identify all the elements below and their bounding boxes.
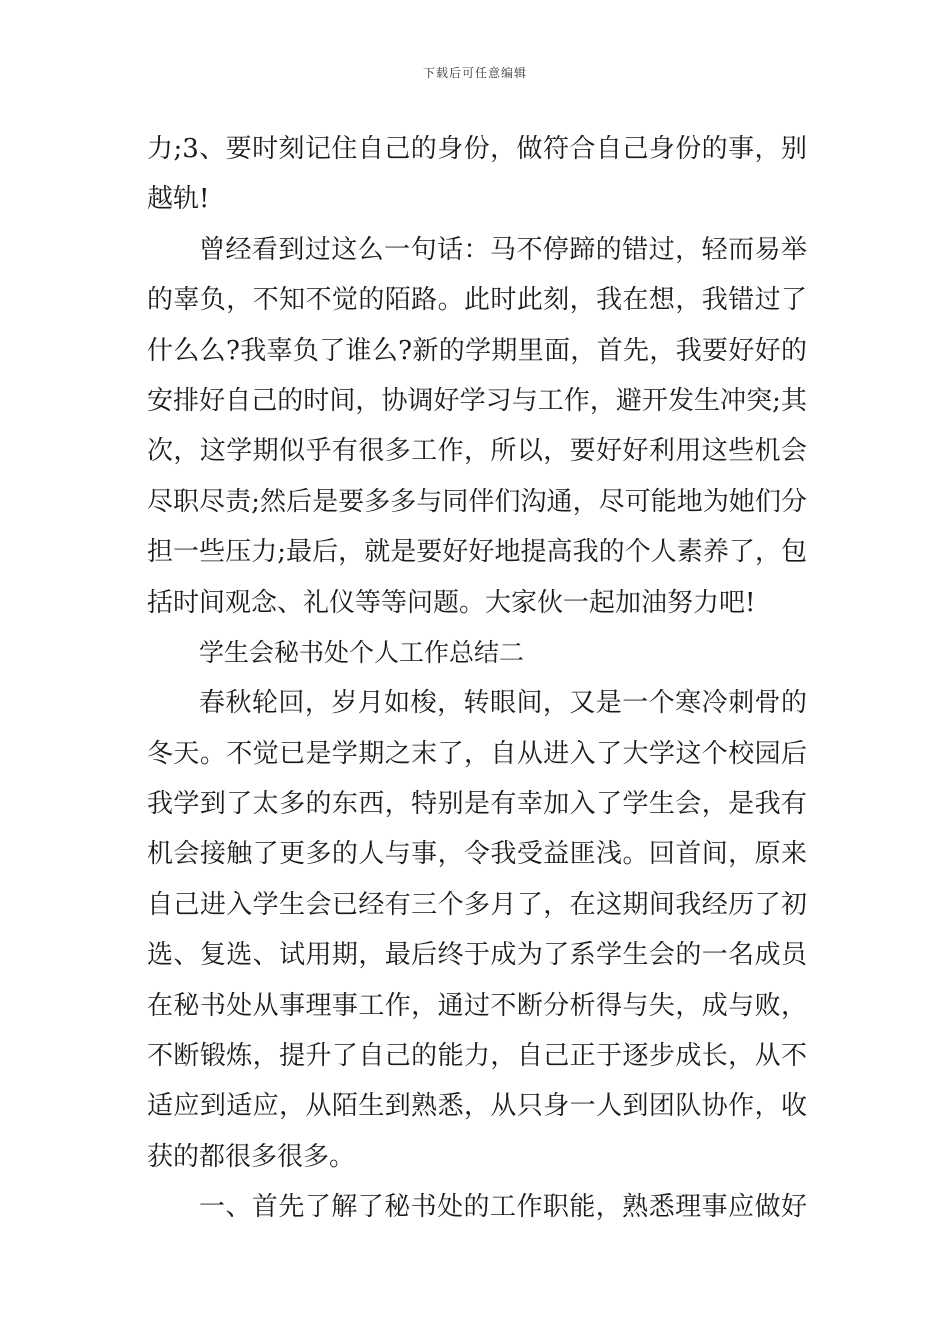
text-line: 次，这学期似乎有很多工作，所以，要好好利用这些机会 [147,436,807,467]
text-line: 我学到了太多的东西，特别是有幸加入了学生会，是我有 [147,789,807,820]
text-line: 冬天。不觉已是学期之末了，自从进入了大学这个校园后 [147,738,807,769]
text-line: 不断锻炼，提升了自己的能力，自己正于逐步成长，从不 [147,1041,807,1072]
text-line: 力;3、要时刻记住自己的身份，做符合自己身份的事，别 [147,134,807,164]
text-line: 什么么?我辜负了谁么?新的学期里面，首先，我要好好的 [147,335,807,366]
text-line: 在秘书处从事理事工作，通过不断分析得与失，成与败， [147,990,807,1021]
text-line: 自己进入学生会已经有三个多月了，在这期间我经历了初 [147,889,807,920]
paragraph-start-line: 曾经看到过这么一句话：马不停蹄的错过，轻而易举 [199,234,807,265]
document-body [147,124,807,1233]
text-line: 的辜负，不知不觉的陌路。此时此刻，我在想，我错过了 [147,285,807,316]
paragraph-start-line: 一、首先了解了秘书处的工作职能，熟悉理事应做好 [199,1192,807,1223]
page-header: 下载后可任意编辑 [422,66,527,80]
section-heading: 学生会秘书处个人工作总结二 [199,637,525,667]
text-line: 担一些压力;最后，就是要好好地提高我的个人素养了，包 [147,537,807,568]
text-line: 安排好自己的时间，协调好学习与工作，避开发生冲突;其 [147,385,807,416]
text-line: 机会接触了更多的人与事，令我受益匪浅。回首间，原来 [147,839,807,870]
text-line: 越轨! [147,184,210,215]
paragraph-start-line: 春秋轮回，岁月如梭，转眼间，又是一个寒冷刺骨的 [199,688,807,719]
text-line: 括时间观念、礼仪等等问题。大家伙一起加油努力吧! [147,587,756,618]
text-line: 尽职尽责;然后是要多多与同伴们沟通，尽可能地为她们分 [147,486,807,517]
text-line: 获的都很多很多。 [147,1141,356,1172]
text-line: 适应到适应，从陌生到熟悉，从只身一人到团队协作，收 [147,1091,807,1122]
text-line: 选、复选、试用期，最后终于成为了系学生会的一名成员 [147,940,807,971]
